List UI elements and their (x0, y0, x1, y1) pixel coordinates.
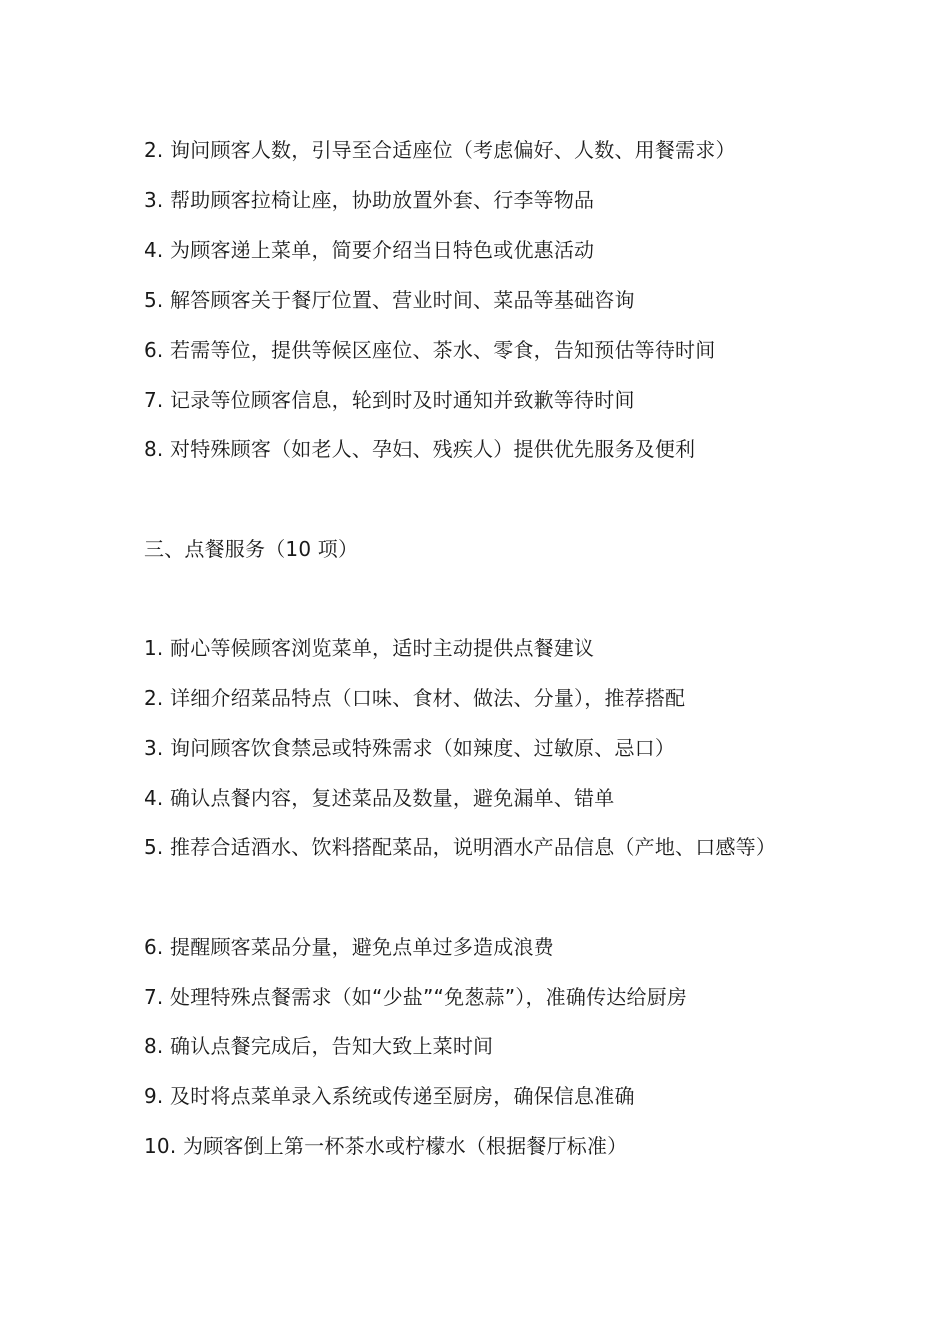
list-item: 5. 解答顾客关于餐厅位置、营业时间、菜品等基础咨询 (144, 288, 635, 312)
list-item: 2. 详细介绍菜品特点（口味、食材、做法、分量），推荐搭配 (144, 686, 686, 710)
list-item: 1. 耐心等候顾客浏览菜单，适时主动提供点餐建议 (144, 636, 595, 660)
section-heading: 三、点餐服务（10 项） (144, 537, 359, 561)
list-item: 7. 记录等位顾客信息，轮到时及时通知并致歉等待时间 (144, 388, 635, 412)
list-item: 7. 处理特殊点餐需求（如“少盐”“免葱蒜”），准确传达给厨房 (144, 985, 688, 1009)
list-item: 5. 推荐合适酒水、饮料搭配菜品，说明酒水产品信息（产地、口感等） (144, 835, 777, 859)
list-item: 4. 为顾客递上菜单，简要介绍当日特色或优惠活动 (144, 238, 595, 262)
list-item: 3. 帮助顾客拉椅让座，协助放置外套、行李等物品 (144, 188, 595, 212)
list-item: 10. 为顾客倒上第一杯茶水或柠檬水（根据餐厅标准） (144, 1134, 628, 1158)
list-item: 4. 确认点餐内容，复述菜品及数量，避免漏单、错单 (144, 786, 615, 810)
list-item: 8. 确认点餐完成后，告知大致上菜时间 (144, 1034, 494, 1058)
list-item: 6. 若需等位，提供等候区座位、茶水、零食，告知预估等待时间 (144, 338, 716, 362)
list-item: 2. 询问顾客人数，引导至合适座位（考虑偏好、人数、用餐需求） (144, 138, 736, 162)
list-item: 9. 及时将点菜单录入系统或传递至厨房，确保信息准确 (144, 1084, 635, 1108)
list-item: 6. 提醒顾客菜品分量，避免点单过多造成浪费 (144, 935, 554, 959)
list-item: 8. 对特殊顾客（如老人、孕妇、残疾人）提供优先服务及便利 (144, 437, 696, 461)
list-item: 3. 询问顾客饮食禁忌或特殊需求（如辣度、过敏原、忌口） (144, 736, 676, 760)
